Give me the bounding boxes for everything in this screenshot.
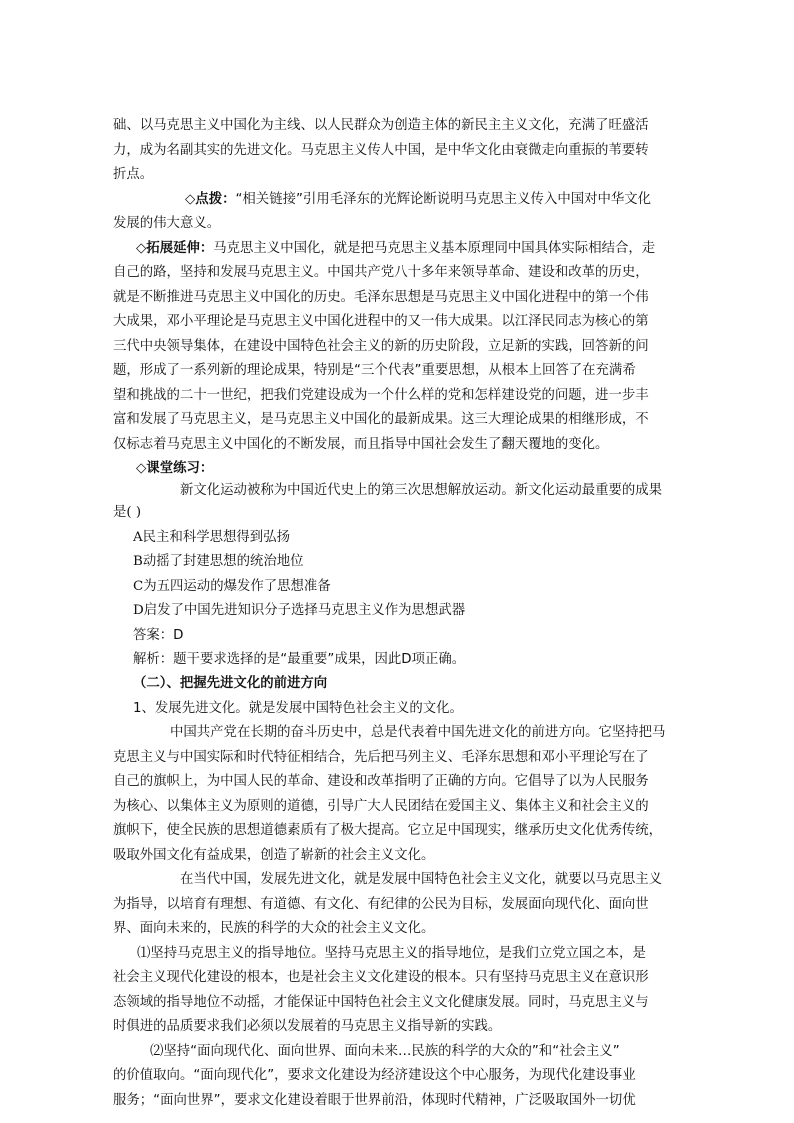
text-line: 服务；“面向世界”，要求文化建设着眼于世界前沿，体现时代精神，广泛吸取国外一切优	[113, 1093, 636, 1108]
text-line: 中国共产党在长期的奋斗历史中，总是代表着中国先进文化的前进方向。它坚持把马	[170, 725, 666, 740]
exercise-label: ◇课堂练习：	[136, 461, 214, 476]
text-line: 就是不断推进马克思主义中国化的历史。毛泽东思想是马克思主义中国化进程中的第一个伟	[113, 290, 649, 305]
text-line: 界、面向未来的，民族的科学的大众的社会主义文化。	[113, 921, 435, 936]
analysis-text: 解析：题干要求选择的是“最重要”成果，因此D项正确。	[133, 652, 466, 667]
text-line: 折点。	[113, 167, 154, 182]
text-line: 力，成为名副其实的先进文化。马克思主义传人中国，是中华文化由衰微走向重振的苇要转	[113, 143, 649, 158]
text-line: 时俱进的品质要求我们必须以发展着的马克思主义指导新的实践。	[113, 1019, 502, 1034]
text-line: 吸取外国文化有益成果，创造了崭新的社会主义文化。	[113, 848, 435, 863]
text-line: 题，形成了一系列新的理论成果，特别是“三个代表”重要思想，从根本上回答了在充满希	[113, 363, 636, 378]
option-c: C为五四运动的爆发作了思想准备	[133, 579, 331, 594]
text-line: 自己的旗帜上，为中国人民的革命、建设和改革指明了正确的方向。它倡导了以为人民服务	[113, 774, 649, 789]
hint-line	[185, 189, 651, 211]
text-line: 在当代中国，发展先进文化，就是发展中国特色社会主义文化，就要以马克思主义	[180, 872, 663, 887]
text-line: 础、以马克思主义中国化为主线、以人民群众为创造主体的新民主主义文化，充满了旺盛活	[113, 118, 649, 133]
option-a: A民主和科学思想得到弘扬	[133, 530, 290, 545]
text-line: 的价值取向。“面向现代化”，要求文化建设为经济建设这个中心服务，为现代化建设事业	[113, 1068, 636, 1083]
extension-text: 马克思主义中国化，就是把马克思主义基本原理同中国具体实际相结合，走	[213, 241, 656, 256]
text-line: 为核心、以集体主义为原则的道德，引导广大人民团结在爱国主义、集体主义和社会主义的	[113, 799, 649, 814]
text-line: 旗帜下，使全民族的思想道德素质有了极大提高。它立足中国现实，继承历史文化优秀传统，	[113, 823, 663, 838]
section-heading: （二）、把握先进文化的前进方向	[133, 676, 328, 691]
option-d: D启发了中国先进知识分子选择马克思主义作为思想武器	[133, 603, 466, 618]
text-line: 态领域的指导地位不动摇，才能保证中国特色社会主义文化健康发展。同时，马克思主义与	[113, 995, 649, 1010]
hint-text: “相关链接”引用毛泽东的光辉论断说明马克思主义传入中国对中华文化	[235, 192, 652, 207]
text-line: 仅标志着马克思主义中国化的不断发展，而且指导中国社会发生了翻天覆地的变化。	[113, 437, 609, 452]
extension-label: ◇拓展延伸：	[136, 241, 214, 256]
text-line: ⑵坚持“面向现代化、面向世界、面向未来…民族的科学的大众的”和“社会主义”	[150, 1044, 620, 1059]
option-b: B动摇了封建思想的统治地位	[133, 554, 304, 569]
text-line: 自己的路，坚持和发展马克思主义。中国共产党八十多年来领导革命、建设和改革的历史，	[113, 265, 649, 280]
point-heading: 1、发展先进文化。就是发展中国特色社会主义的文化。	[133, 701, 463, 716]
extension-line	[136, 238, 655, 260]
text-line: 望和挑战的二十一世纪，把我们党建设成为一个什么样的党和怎样建设党的问题，进一步丰	[113, 388, 649, 403]
answer-text: 答案：D	[133, 628, 184, 643]
text-line: ⑴坚持马克思主义的指导地位。坚持马克思主义的指导地位，是我们立党立国之本，是	[137, 946, 646, 961]
hint-label: ◇点拨：	[185, 192, 236, 207]
text-line: 三代中央领导集体，在建设中国特色社会主义的新的历史阶段，立足新的实践，回答新的问	[113, 339, 649, 354]
text-line: 克思主义与中国实际和时代特征相结合，先后把马列主义、毛泽东思想和邓小平理论写在了	[113, 750, 649, 765]
text-line: 社会主义现代化建设的根本，也是社会主义文化建设的根本。只有坚持马克思主义在意识形	[113, 970, 649, 985]
text-line: 大成果，邓小平理论是马克思主义中国化进程中的又一伟大成果。以江泽民同志为核心的第	[113, 314, 649, 329]
question-line: 是( )	[113, 505, 142, 520]
text-line: 为指导，以培育有理想、有道德、有文化、有纪律的公民为目标，发展面向现代化、面向世	[113, 897, 649, 912]
question-line: 新文化运动被称为中国近代史上的第三次思想解放运动。新文化运动最重要的成果	[180, 483, 663, 498]
text-line: 发展的伟大意义。	[113, 216, 221, 231]
text-line: 富和发展了马克思主义，是马克思主义中国化的最新成果。这三大理论成果的相继形成，不	[113, 412, 649, 427]
